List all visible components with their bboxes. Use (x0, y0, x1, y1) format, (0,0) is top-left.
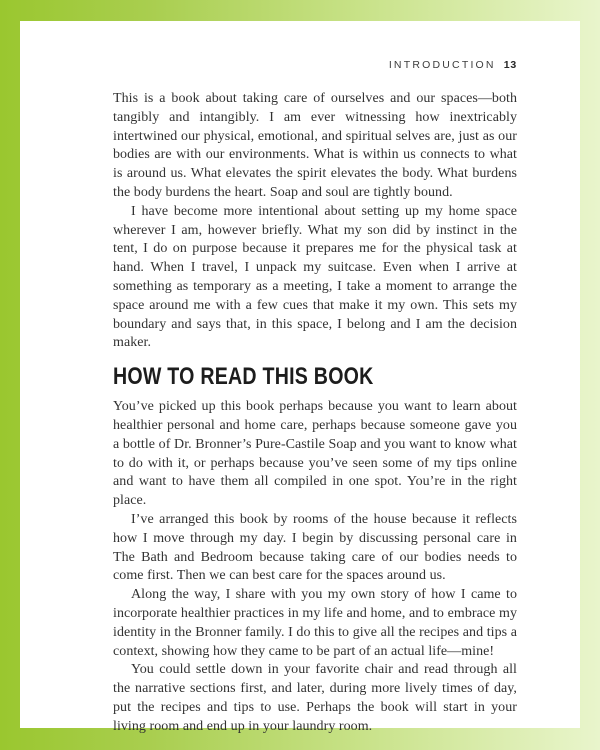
paragraph: I have become more intentional about setting up my home space wherever I am, however briefly. What my son did by instinct in the tent, I do on purpose because it prepares me for the physical task at hand. When I travel, I unpack my suitcase. Even when I arrive at something as temporary as a meeting, I take a moment to arrange the space around me with a few cues that make it my own. This sets my boundary and says that, in this space, I belong and I am the decision maker. (113, 203, 517, 351)
page-number: 13 (503, 59, 517, 71)
book-page (20, 21, 580, 734)
paragraph: You could settle down in your favorite chair and read through all the narrative sections first, and later, during more lively times of day, put the recipes and tips to use. Perhaps the book will start in your living room and end up in your laundry room. (113, 662, 517, 734)
paragraph: This is a book about taking care of ourselves and our spaces—both tangibly and intangibly. I am ever witnessing how inextricably intertwined our physical, emotional, and spiritual selves are, just as our bodies are with our environments. What is within us connects to what is around us. What elevates the spirit elevates the body. What burdens the body burdens the heart. Soap and soul are tightly bound. (113, 91, 517, 200)
section-heading: HOW TO READ THIS BOOK (113, 363, 374, 391)
paragraph: I’ve arranged this book by rooms of the house because it reflects how I move through my day. I begin by discussing personal care in The Bath and Bedroom because taking care of our bodies needs to come first. Then we can best care for the spaces around us. (113, 511, 517, 584)
paragraph: You’ve picked up this book perhaps because you want to learn about healthier personal and home care, perhaps because someone gave you a bottle of Dr. Bronner’s Pure-Castile Soap and you want to know what to do with it, or perhaps because you’ve seen some of my tips online and want to have them all compiled in one spot. You’re in the right place. (113, 399, 517, 509)
page-body-text (113, 90, 517, 737)
paragraph: Along the way, I share with you my own story of how I came to incorporate healthier practices in my life and home, and to embrace my identity in the Bronner family. I do this to give all the recipes and tips a context, showing how they came to be part of an actual life—mine! (113, 587, 517, 659)
running-header-title: INTRODUCTION (388, 59, 496, 71)
running-header (113, 59, 517, 72)
